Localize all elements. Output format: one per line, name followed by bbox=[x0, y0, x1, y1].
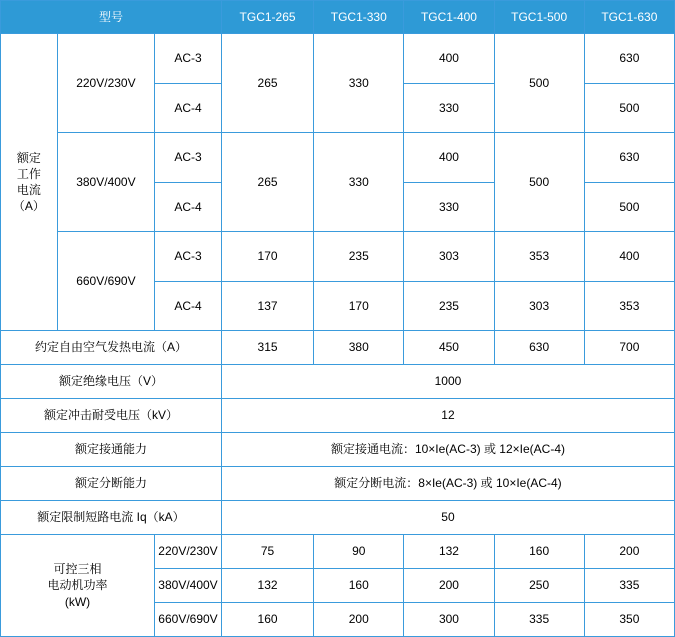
cell-660v-ac3-3: 303 bbox=[404, 232, 494, 282]
motor-power-label-line-2: 电动机功率 bbox=[47, 578, 108, 593]
thermal-current-value-5: 700 bbox=[584, 331, 674, 365]
rated-current-label-line-3: 电流 bbox=[16, 183, 41, 197]
making-capacity-value: 额定接通电流：10×Ie(AC-3) 或 12×Ie(AC-4) bbox=[221, 433, 674, 467]
cell-660v-ac4-5: 353 bbox=[584, 281, 674, 331]
table-row bbox=[1, 501, 675, 535]
cell-220v-265: 265 bbox=[221, 34, 313, 133]
header-model-3: TGC1-400 bbox=[404, 1, 494, 34]
table-row bbox=[1, 399, 675, 433]
thermal-current-value-3: 450 bbox=[404, 331, 494, 365]
motor-power-label-line-3: (kW) bbox=[64, 594, 91, 609]
cell-660v-ac4-4: 303 bbox=[494, 281, 584, 331]
cell-220v-500: 500 bbox=[494, 34, 584, 133]
motor-power-660v-5: 350 bbox=[584, 603, 674, 637]
motor-power-220v-4: 160 bbox=[494, 535, 584, 569]
duty-label-ac3-380v: AC-3 bbox=[155, 133, 222, 183]
cell-220v-ac3-400: 400 bbox=[404, 34, 494, 84]
making-capacity-label: 额定接通能力 bbox=[1, 433, 222, 467]
motor-power-660v-1: 160 bbox=[221, 603, 313, 637]
cell-380v-ac3-630: 630 bbox=[584, 133, 674, 183]
duty-label-ac4-660v: AC-4 bbox=[155, 281, 222, 331]
voltage-label-220v: 220V/230V bbox=[57, 34, 154, 133]
motor-power-220v-3: 132 bbox=[404, 535, 494, 569]
table-row bbox=[1, 433, 675, 467]
motor-power-380v-2: 160 bbox=[314, 569, 404, 603]
motor-power-380v-3: 200 bbox=[404, 569, 494, 603]
breaking-capacity-label: 额定分断能力 bbox=[1, 467, 222, 501]
header-model-label: 型号 bbox=[1, 1, 222, 34]
header-model-1: TGC1-265 bbox=[221, 1, 313, 34]
rated-current-label-line-2: 工作 bbox=[16, 166, 41, 181]
table-row bbox=[1, 232, 675, 282]
cell-380v-ac4-500: 500 bbox=[584, 182, 674, 232]
rated-current-label-line-4: （A） bbox=[12, 199, 45, 214]
voltage-label-380v: 380V/400V bbox=[57, 133, 154, 232]
thermal-current-value-1: 315 bbox=[221, 331, 313, 365]
rated-current-group-label bbox=[1, 34, 58, 331]
header-model-2: TGC1-330 bbox=[314, 1, 404, 34]
insulation-voltage-value: 1000 bbox=[221, 365, 674, 399]
table-row bbox=[1, 331, 675, 365]
motor-power-380v-1: 132 bbox=[221, 569, 313, 603]
cell-380v-ac4-330: 330 bbox=[404, 182, 494, 232]
motor-power-220v-5: 200 bbox=[584, 535, 674, 569]
table-header-row bbox=[1, 1, 675, 34]
motor-power-380v-4: 250 bbox=[494, 569, 584, 603]
table-row bbox=[1, 365, 675, 399]
thermal-current-label: 约定自由空气发热电流（A） bbox=[1, 331, 222, 365]
table-row bbox=[1, 535, 675, 569]
impulse-voltage-value: 12 bbox=[221, 399, 674, 433]
voltage-label-660v: 660V/690V bbox=[57, 232, 154, 331]
cell-660v-ac3-2: 235 bbox=[314, 232, 404, 282]
cell-220v-ac4-500: 500 bbox=[584, 83, 674, 133]
cell-660v-ac3-1: 170 bbox=[221, 232, 313, 282]
motor-voltage-label-660v: 660V/690V bbox=[155, 603, 222, 637]
motor-power-380v-5: 335 bbox=[584, 569, 674, 603]
motor-power-220v-1: 75 bbox=[221, 535, 313, 569]
cell-660v-ac4-1: 137 bbox=[221, 281, 313, 331]
cell-220v-330: 330 bbox=[314, 34, 404, 133]
motor-voltage-label-380v: 380V/400V bbox=[155, 569, 222, 603]
cell-660v-ac3-5: 400 bbox=[584, 232, 674, 282]
cell-220v-ac3-630: 630 bbox=[584, 34, 674, 84]
motor-power-label-line-1: 可控三相 bbox=[53, 562, 102, 577]
duty-label-ac3-220v: AC-3 bbox=[155, 34, 222, 84]
cell-380v-500: 500 bbox=[494, 133, 584, 232]
breaking-capacity-value: 额定分断电流：8×Ie(AC-3) 或 10×Ie(AC-4) bbox=[221, 467, 674, 501]
cell-660v-ac4-3: 235 bbox=[404, 281, 494, 331]
cell-380v-330: 330 bbox=[314, 133, 404, 232]
motor-power-660v-3: 300 bbox=[404, 603, 494, 637]
table-row bbox=[1, 133, 675, 183]
motor-power-group-label bbox=[1, 535, 155, 637]
header-model-5: TGC1-630 bbox=[584, 1, 674, 34]
cell-220v-ac4-330: 330 bbox=[404, 83, 494, 133]
cell-660v-ac3-4: 353 bbox=[494, 232, 584, 282]
duty-label-ac3-660v: AC-3 bbox=[155, 232, 222, 282]
duty-label-ac4-380v: AC-4 bbox=[155, 182, 222, 232]
motor-voltage-label-220v: 220V/230V bbox=[155, 535, 222, 569]
cell-380v-ac3-400: 400 bbox=[404, 133, 494, 183]
short-circuit-current-value: 50 bbox=[221, 501, 674, 535]
table-row bbox=[1, 467, 675, 501]
impulse-voltage-label: 额定冲击耐受电压（kV） bbox=[1, 399, 222, 433]
table-row bbox=[1, 34, 675, 84]
duty-label-ac4-220v: AC-4 bbox=[155, 83, 222, 133]
rated-current-label-line-1: 额定 bbox=[16, 150, 41, 165]
thermal-current-value-4: 630 bbox=[494, 331, 584, 365]
cell-660v-ac4-2: 170 bbox=[314, 281, 404, 331]
short-circuit-current-label: 额定限制短路电流 Iq（kA） bbox=[1, 501, 222, 535]
motor-power-660v-2: 200 bbox=[314, 603, 404, 637]
motor-power-660v-4: 335 bbox=[494, 603, 584, 637]
cell-380v-265: 265 bbox=[221, 133, 313, 232]
insulation-voltage-label: 额定绝缘电压（V） bbox=[1, 365, 222, 399]
header-model-4: TGC1-500 bbox=[494, 1, 584, 34]
thermal-current-value-2: 380 bbox=[314, 331, 404, 365]
motor-power-220v-2: 90 bbox=[314, 535, 404, 569]
